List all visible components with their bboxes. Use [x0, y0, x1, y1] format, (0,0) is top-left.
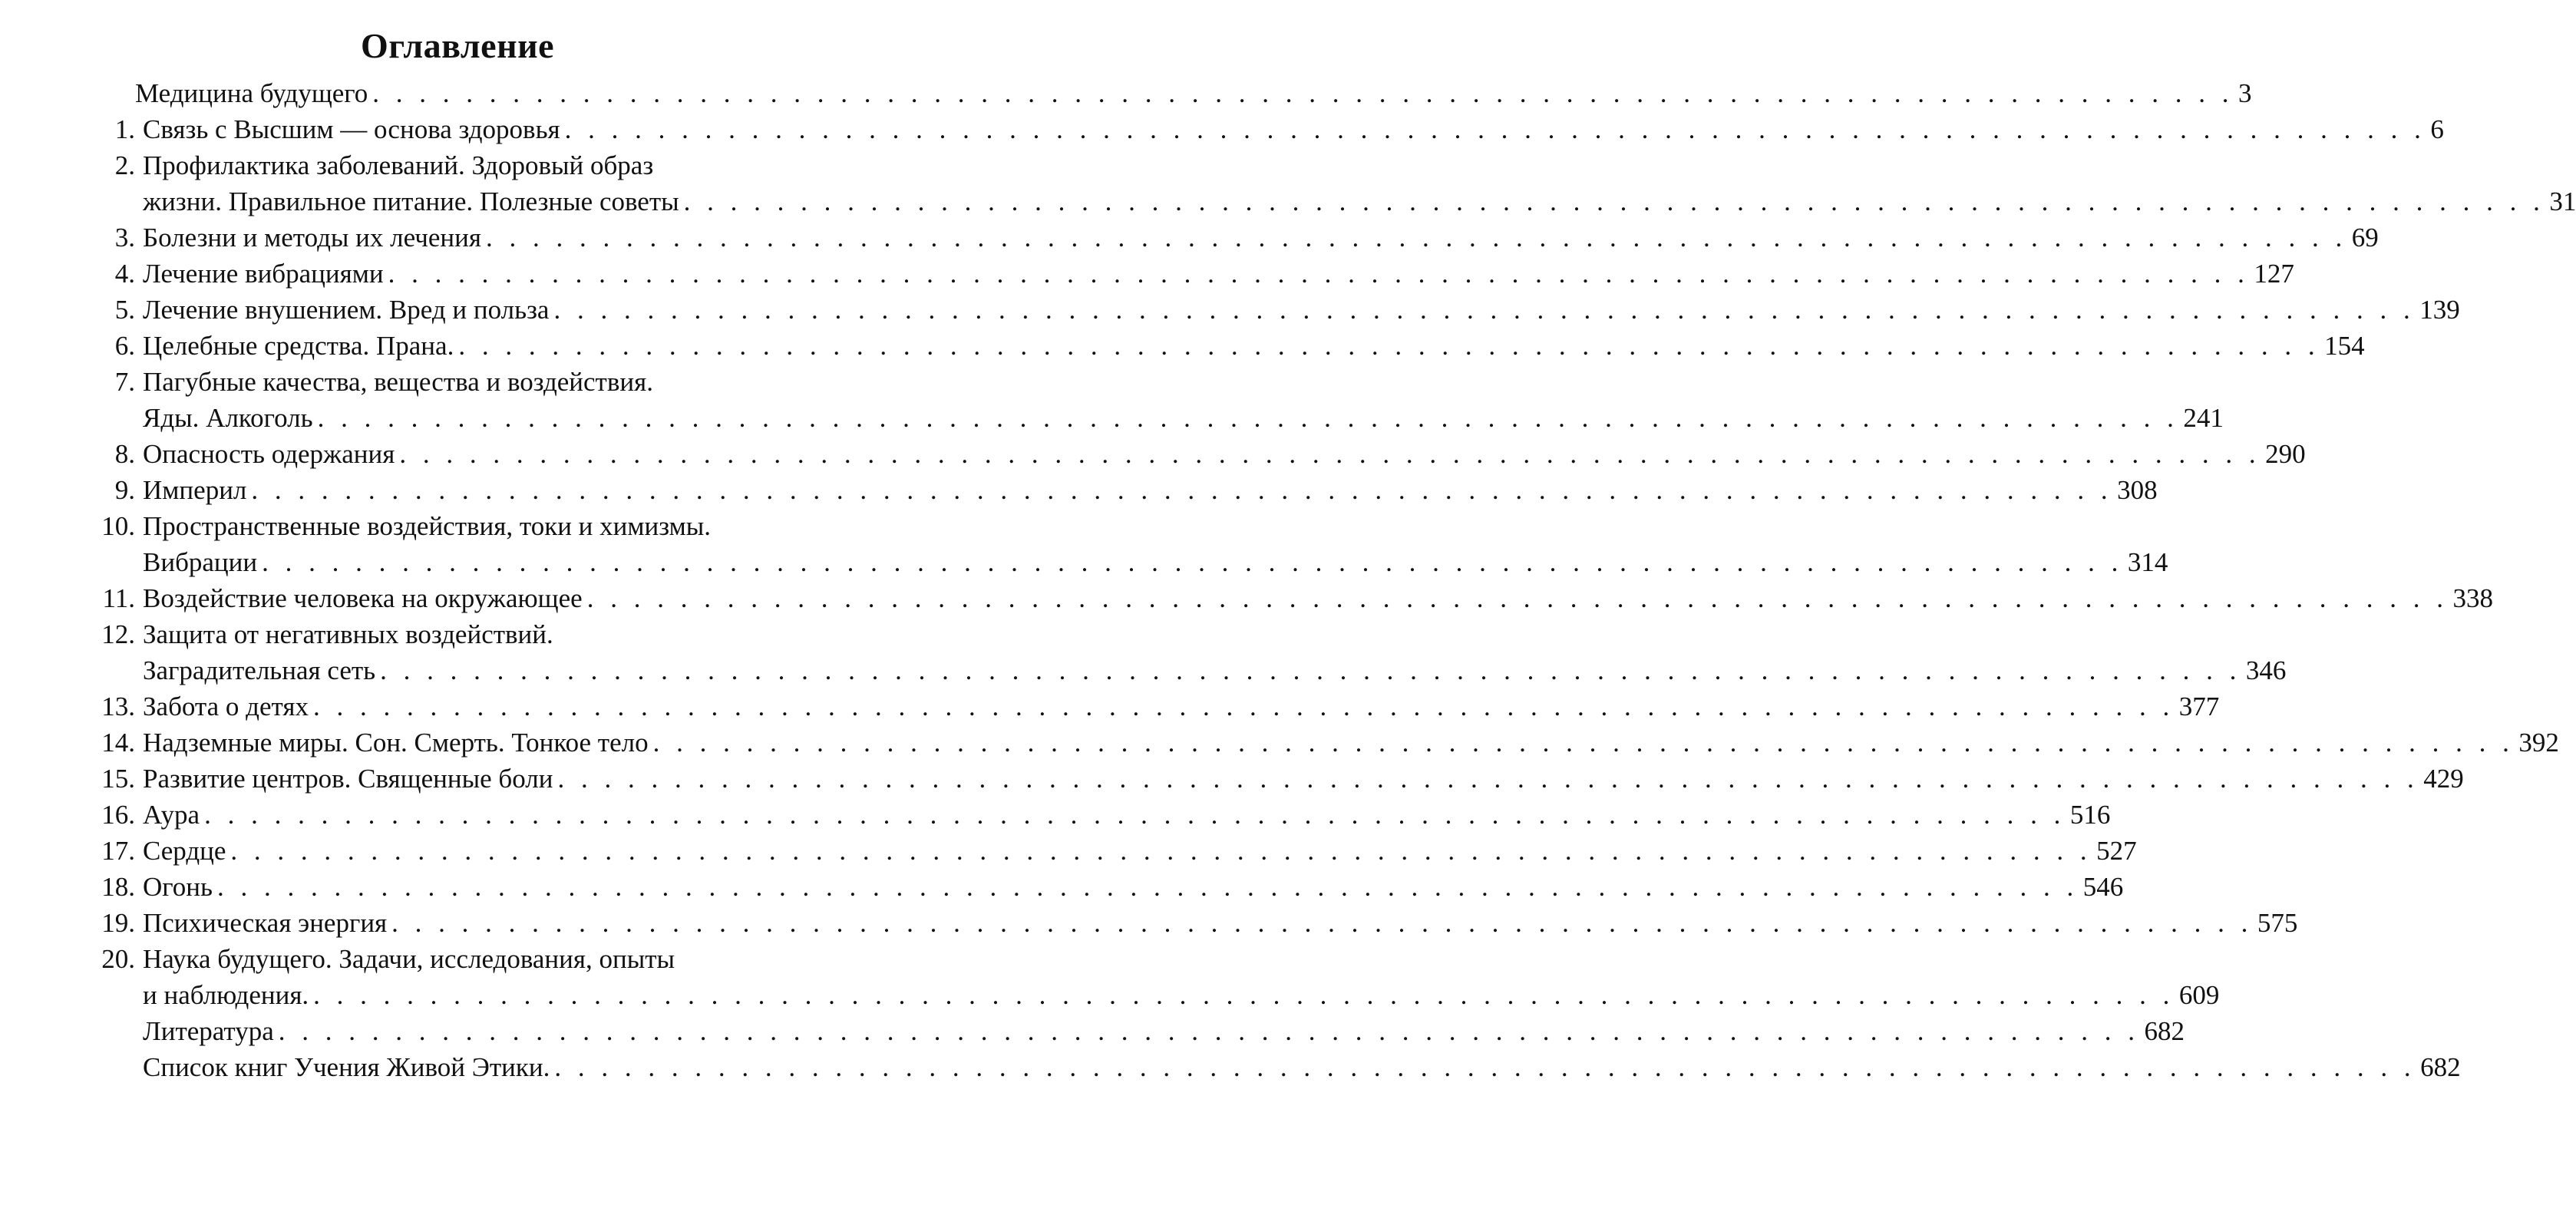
dot-leader: . . . . . . . . . . . . . . . . . . . . . . . . . . . . . . . . . . . . . . . . . . . . . . . . . . . . . . . . . . . . . . . . . . . . . . . . . . . . . . . .: [372, 78, 2234, 108]
toc-entry-title: Связь с Высшим — основа здоровья: [143, 111, 565, 147]
toc-entry-page-number: 290: [2265, 439, 2306, 469]
toc-entry-page-number: 241: [2183, 403, 2224, 433]
toc-entry-page-number: 527: [2096, 836, 2137, 866]
toc-entry-title: Надземные миры. Сон. Смерть. Тонкое тело: [143, 725, 653, 761]
toc-entry-title: Профилактика заболеваний. Здоровый образ: [143, 150, 654, 180]
toc-entry: [0, 1013, 2185, 1049]
toc-entry: [0, 580, 2493, 616]
toc-entry-number: 7.: [114, 367, 135, 397]
toc-entry-number: 18.: [101, 872, 135, 902]
toc-entry-title: Целебные средства. Прана.: [143, 328, 458, 364]
toc-entry-line: [143, 292, 2460, 328]
toc-entry-line: [143, 652, 2287, 688]
toc-entry: [0, 364, 2224, 436]
dot-leader: . . . . . . . . . . . . . . . . . . . . . . . . . . . . . . . . . . . . . . . . . . . . . . . . . . . . . . . . . . . . . . . . . . . . . . . . . . . . . . . .: [485, 223, 2347, 253]
toc-entry-title: Империл: [143, 472, 251, 508]
toc-entry-title: Болезни и методы их лечения: [143, 220, 486, 256]
toc-entry-number: 8.: [114, 439, 135, 469]
toc-entry: [0, 616, 2287, 688]
toc-entry: [0, 220, 2379, 256]
dot-leader: . . . . . . . . . . . . . . . . . . . . . . . . . . . . . . . . . . . . . . . . . . . . . . . . . . . . . . . . . . . . . . . . . . . . . . . . . . . . . . . .: [554, 1052, 2416, 1082]
toc-entry-number: 17.: [101, 836, 135, 866]
toc-entry-title: Развитие центров. Священные боли: [143, 761, 557, 797]
toc-entry-title: Психическая энергия: [143, 905, 391, 941]
toc-entry-page-number: 346: [2245, 655, 2287, 685]
toc-entry: [0, 941, 2220, 1013]
toc-entry-title: жизни. Правильное питание. Полезные советы: [143, 183, 684, 220]
page-title: Оглавление: [360, 26, 555, 65]
toc-entry-title: Медицина будущего: [135, 75, 372, 111]
table-of-contents: [0, 75, 2576, 1085]
toc-entry-page-number: 127: [2254, 259, 2294, 289]
toc-entry-page-number: 609: [2178, 980, 2220, 1010]
dot-leader: . . . . . . . . . . . . . . . . . . . . . . . . . . . . . . . . . . . . . . . . . . . . . . . . . . . . . . . . . . . . . . . . . . . . . . . . . . . . . . . .: [564, 114, 2426, 144]
toc-entry: [0, 292, 2460, 328]
dot-leader: . . . . . . . . . . . . . . . . . . . . . . . . . . . . . . . . . . . . . . . . . . . . . . . . . . . . . . . . . . . . . . . . . . . . . . . . . . . . . . . .: [278, 1016, 2140, 1046]
toc-entry-line: [143, 688, 2220, 725]
dot-leader: . . . . . . . . . . . . . . . . . . . . . . . . . . . . . . . . . . . . . . . . . . . . . . . . . . . . . . . . . . . . . . . . . . . . . . . . . . . . . . . .: [652, 728, 2515, 758]
dot-leader: . . . . . . . . . . . . . . . . . . . . . . . . . . . . . . . . . . . . . . . . . . . . . . . . . . . . . . . . . . . . . . . . . . . . . . . . . . . . . . . .: [399, 439, 2261, 469]
dot-leader: . . . . . . . . . . . . . . . . . . . . . . . . . . . . . . . . . . . . . . . . . . . . . . . . . . . . . . . . . . . . . . . . . . . . . . . . . . . . . . . .: [553, 295, 2416, 325]
toc-entry-title: Воздействие человека на окружающее: [143, 580, 587, 616]
dot-leader: . . . . . . . . . . . . . . . . . . . . . . . . . . . . . . . . . . . . . . . . . . . . . . . . . . . . . . . . . . . . . . . . . . . . . . . . . . . . . . . .: [388, 259, 2250, 289]
toc-entry-line: [143, 797, 2111, 833]
toc-entry-number: 6.: [114, 331, 135, 361]
dot-leader: . . . . . . . . . . . . . . . . . . . . . . . . . . . . . . . . . . . . . . . . . . . . . . . . . . . . . . . . . . . . . . . . . . . . . . . . . . . . . . . .: [216, 872, 2079, 902]
toc-entry-number: 14.: [101, 728, 135, 758]
toc-entry-page-number: 31: [2549, 187, 2576, 216]
dot-leader: . . . . . . . . . . . . . . . . . . . . . . . . . . . . . . . . . . . . . . . . . . . . . . . . . . . . . . . . . . . . . . . . . . . . . . . . . . . . . . . .: [391, 908, 2253, 938]
toc-entry-number: 13.: [101, 692, 135, 721]
toc-entry-line: [143, 833, 2137, 869]
toc-entry: [0, 111, 2444, 147]
toc-entry-line: [143, 183, 2576, 220]
toc-entry-line: [143, 256, 2294, 292]
toc-entry-page-number: 682: [2420, 1052, 2461, 1082]
toc-entry-line: [143, 220, 2379, 256]
toc-entry-page-number: 308: [2117, 475, 2158, 505]
toc-entry-line: [143, 1013, 2185, 1049]
toc-entry-page-number: 338: [2452, 583, 2493, 613]
toc-entry: [0, 328, 2365, 364]
toc-entry-number: 5.: [114, 295, 135, 325]
toc-entry-title: Лечение вибрациями: [143, 256, 388, 292]
toc-entry-page-number: 575: [2257, 908, 2298, 938]
toc-entry-title: Защита от негативных воздействий.: [143, 619, 553, 649]
toc-entry-line: [143, 905, 2298, 941]
toc-entry-page-number: 154: [2324, 331, 2365, 361]
toc-entry-title: Вибрации: [143, 544, 262, 580]
toc-entry-line: [143, 977, 2220, 1013]
toc-entry: [0, 508, 2168, 580]
toc-entry-page-number: 69: [2351, 223, 2379, 253]
toc-entry: [0, 688, 2220, 725]
toc-entry-number: 9.: [114, 475, 135, 505]
dot-leader: . . . . . . . . . . . . . . . . . . . . . . . . . . . . . . . . . . . . . . . . . . . . . . . . . . . . . . . . . . . . . . . . . . . . . . . . . . . . . . . .: [557, 764, 2419, 794]
toc-entry-line: [143, 761, 2464, 797]
toc-entry-title: Опасность одержания: [143, 436, 399, 472]
toc-entry-title: Наука будущего. Задачи, исследования, опыты: [143, 944, 675, 974]
dot-leader: . . . . . . . . . . . . . . . . . . . . . . . . . . . . . . . . . . . . . . . . . . . . . . . . . . . . . . . . . . . . . . . . . . . . . . . . . . . . . . . .: [262, 547, 2123, 577]
toc-entry-page-number: 516: [2069, 800, 2111, 830]
toc-entry-line: [143, 1049, 2461, 1085]
toc-entry-line: [143, 869, 2124, 905]
toc-entry-line: [135, 75, 2252, 111]
dot-leader: . . . . . . . . . . . . . . . . . . . . . . . . . . . . . . . . . . . . . . . . . . . . . . . . . . . . . . . . . . . . . . . . . . . . . . . . . . . . . . . .: [251, 475, 2113, 505]
toc-entry-title: Заградительная сеть: [143, 652, 380, 688]
toc-entry: [0, 436, 2306, 472]
dot-leader: . . . . . . . . . . . . . . . . . . . . . . . . . . . . . . . . . . . . . . . . . . . . . . . . . . . . . . . . . . . . . . . . . . . . . . . . . . . . . . . .: [230, 836, 2092, 866]
toc-entry-title: Пагубные качества, вещества и воздействия.: [143, 367, 653, 397]
toc-entry-title: Пространственные воздействия, токи и химизмы.: [143, 511, 712, 541]
toc-entry-line: [143, 400, 2224, 436]
toc-entry: [0, 472, 2158, 508]
toc-entry-page-number: 682: [2144, 1016, 2185, 1046]
dot-leader: . . . . . . . . . . . . . . . . . . . . . . . . . . . . . . . . . . . . . . . . . . . . . . . . . . . . . . . . . . . . . . . . . . . . . . . . . . . . . . . .: [313, 980, 2175, 1010]
toc-entry: [0, 256, 2294, 292]
toc-entry-page-number: 392: [2518, 728, 2559, 758]
toc-entry-line: [143, 436, 2306, 472]
toc-entry-line: [143, 580, 2493, 616]
dot-leader: . . . . . . . . . . . . . . . . . . . . . . . . . . . . . . . . . . . . . . . . . . . . . . . . . . . . . . . . . . . . . . . . . . . . . . . . . . . . . . . .: [586, 583, 2449, 613]
toc-entry-title: и наблюдения.: [143, 977, 313, 1013]
toc-entry-title: Яды. Алкоголь: [143, 400, 318, 436]
dot-leader: . . . . . . . . . . . . . . . . . . . . . . . . . . . . . . . . . . . . . . . . . . . . . . . . . . . . . . . . . . . . . . . . . . . . . . . . . . . . . . . .: [380, 655, 2241, 685]
toc-entry-number: 15.: [101, 764, 135, 794]
dot-leader: . . . . . . . . . . . . . . . . . . . . . . . . . . . . . . . . . . . . . . . . . . . . . . . . . . . . . . . . . . . . . . . . . . . . . . . . . . . . . . . .: [204, 800, 2066, 830]
toc-entry: [0, 797, 2111, 833]
toc-entry-line: [143, 544, 2168, 580]
toc-entry: [0, 1049, 2461, 1085]
toc-entry: [0, 833, 2137, 869]
toc-entry-number: 2.: [114, 150, 135, 180]
toc-entry-number: 12.: [101, 619, 135, 649]
toc-entry: [0, 869, 2124, 905]
dot-leader: . . . . . . . . . . . . . . . . . . . . . . . . . . . . . . . . . . . . . . . . . . . . . . . . . . . . . . . . . . . . . . . . . . . . . . . . . . . . . . . .: [312, 692, 2175, 721]
toc-entry-title: Забота о детях: [143, 688, 313, 725]
toc-entry-page-number: 546: [2082, 872, 2124, 902]
toc-entry-page-number: 139: [2419, 295, 2460, 325]
toc-entry-number: 4.: [114, 259, 135, 289]
toc-entry: [0, 75, 2252, 111]
toc-entry-page-number: 3: [2238, 78, 2252, 108]
toc-entry-number: 3.: [114, 223, 135, 253]
toc-entry-line: [143, 472, 2158, 508]
toc-entry-number: 10.: [101, 511, 135, 541]
toc-entry: [0, 725, 2559, 761]
toc-entry-title: Сердце: [143, 833, 230, 869]
toc-entry-page-number: 314: [2127, 547, 2168, 577]
toc-entry-title: Литература: [143, 1013, 279, 1049]
toc-entry-line: [143, 328, 2365, 364]
toc-entry-number: 1.: [114, 114, 135, 144]
toc-entry-number: 11.: [102, 583, 135, 613]
dot-leader: . . . . . . . . . . . . . . . . . . . . . . . . . . . . . . . . . . . . . . . . . . . . . . . . . . . . . . . . . . . . . . . . . . . . . . . . . . . . . . . .: [317, 403, 2179, 433]
dot-leader: . . . . . . . . . . . . . . . . . . . . . . . . . . . . . . . . . . . . . . . . . . . . . . . . . . . . . . . . . . . . . . . . . . . . . . . . . . . . . . . .: [458, 331, 2320, 361]
toc-entry: [0, 905, 2298, 941]
toc-entry-number: 16.: [101, 800, 135, 830]
toc-entry-title: Лечение внушением. Вред и польза: [143, 292, 553, 328]
toc-entry-number: 19.: [101, 908, 135, 938]
toc-entry-page-number: 6: [2430, 114, 2444, 144]
toc-entry-number: 20.: [101, 944, 135, 974]
dot-leader: . . . . . . . . . . . . . . . . . . . . . . . . . . . . . . . . . . . . . . . . . . . . . . . . . . . . . . . . . . . . . . . . . . . . . . . . . . . . . . . .: [683, 187, 2545, 216]
toc-entry-page-number: 377: [2178, 692, 2220, 721]
toc-entry-title: Аура: [143, 797, 204, 833]
toc-entry-line: [143, 725, 2559, 761]
toc-entry: [0, 147, 2576, 220]
toc-entry-title: Огонь: [143, 869, 217, 905]
toc-entry-title: Список книг Учения Живой Этики.: [143, 1049, 554, 1085]
toc-entry-page-number: 429: [2423, 764, 2464, 794]
toc-entry-line: [143, 111, 2444, 147]
toc-entry: [0, 761, 2464, 797]
